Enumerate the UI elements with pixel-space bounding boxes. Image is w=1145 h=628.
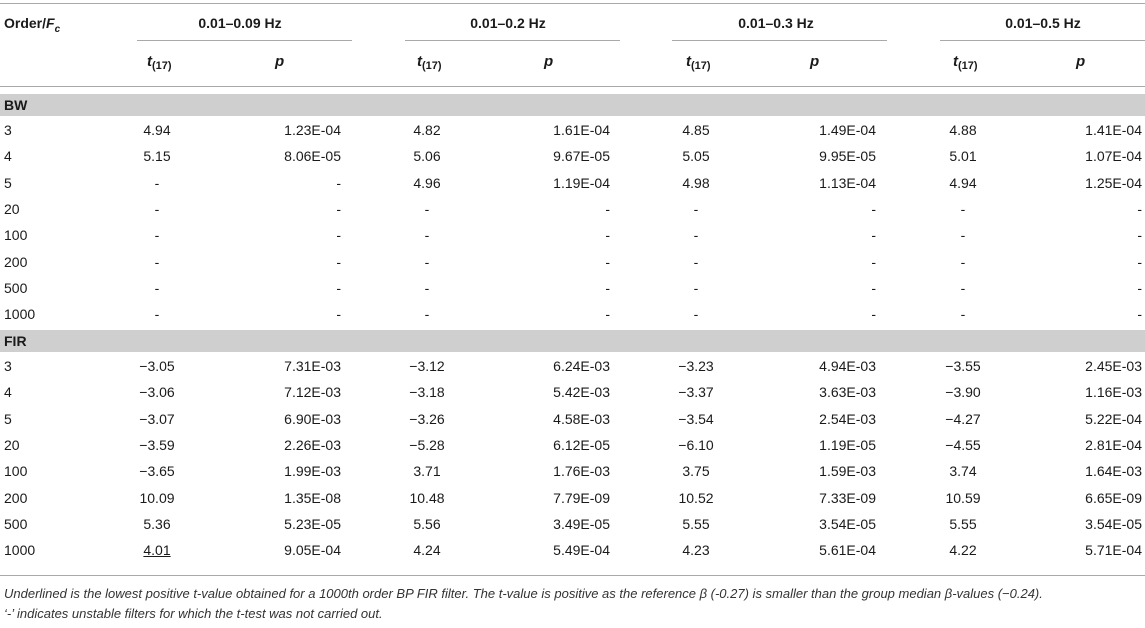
t-value-cell: 10.48 <box>409 489 445 506</box>
order-cell: 100 <box>4 227 28 244</box>
p-value-cell: - <box>871 279 876 296</box>
t-value-cell: −3.59 <box>139 436 175 453</box>
footnote-underline: Underlined is the lowest positive t-value obtained for a 1000th order BP FIR filter. The t-value is positive as the reference β (-0.27) is smaller than the group median β-values (−0.24). <box>4 586 1043 601</box>
p-value-cell: 1.35E-08 <box>284 489 341 506</box>
p-value-cell: 1.41E-04 <box>1085 122 1142 138</box>
p-value-cell: - <box>1137 253 1142 270</box>
p-value-cell: 3.63E-03 <box>819 384 876 401</box>
t-value-cell: −3.05 <box>139 358 175 374</box>
order-cell: 5 <box>4 410 12 427</box>
t-stat-header <box>953 52 978 73</box>
t-value-cell: - <box>960 279 966 296</box>
t-value-cell: 4.85 <box>682 122 710 138</box>
p-value-cell: 1.99E-03 <box>284 463 341 480</box>
order-cell: 20 <box>4 436 20 453</box>
p-value-cell: 1.59E-03 <box>819 463 876 480</box>
t-value-cell: - <box>693 200 699 217</box>
table-row <box>0 222 1145 248</box>
t-value-cell: - <box>960 306 966 323</box>
p-value-cell: - <box>336 174 341 191</box>
fc-label: F <box>46 15 55 31</box>
table-row <box>0 143 1145 169</box>
t-value-cell: 5.36 <box>143 515 171 532</box>
t-stat-header <box>147 52 172 73</box>
t-value-cell: −3.07 <box>139 410 175 427</box>
t-value-cell: - <box>424 306 430 323</box>
p-value-cell: 3.54E-05 <box>819 515 876 532</box>
p-label: p <box>275 53 285 70</box>
t-label: t <box>147 53 152 70</box>
p-value-cell: 6.65E-09 <box>1085 489 1142 506</box>
section-label: BW <box>4 97 28 113</box>
t-value-cell: - <box>154 253 160 270</box>
t-value-cell: 4.23 <box>682 542 710 559</box>
t-value-cell: 4.94 <box>949 174 977 191</box>
p-value-cell: 1.07E-04 <box>1085 148 1142 165</box>
t-value-cell: - <box>424 279 430 296</box>
p-value-cell: 7.79E-09 <box>553 489 610 506</box>
t-value-cell: - <box>960 227 966 244</box>
p-value-cell: 2.26E-03 <box>284 436 341 453</box>
t-label: t <box>953 53 958 70</box>
table-row <box>0 170 1145 196</box>
t-value-cell: −3.37 <box>678 384 714 401</box>
t-label: t <box>686 53 691 70</box>
p-value-cell: 9.95E-05 <box>819 148 876 165</box>
order-cell: 100 <box>4 463 28 480</box>
p-value-cell: 3.54E-05 <box>1085 515 1142 532</box>
p-value-cell: 9.67E-05 <box>553 148 610 165</box>
p-value-cell: 8.06E-05 <box>284 148 341 165</box>
band-rule-2 <box>405 40 620 41</box>
p-value-cell: - <box>1137 306 1142 323</box>
t-value-cell: −3.26 <box>409 410 445 427</box>
table-row <box>0 511 1145 537</box>
p-value-cell: - <box>336 306 341 323</box>
t-value-cell: −6.10 <box>678 436 714 453</box>
t-value-cell: - <box>154 174 160 191</box>
p-value-header <box>544 52 553 72</box>
t-label: t <box>417 53 422 70</box>
t-value-cell: −3.23 <box>678 358 714 374</box>
t-value-cell: 4.88 <box>949 122 977 138</box>
table-row <box>0 353 1145 379</box>
p-label: p <box>1076 53 1086 70</box>
p-value-cell: 7.12E-03 <box>284 384 341 401</box>
order-fc-header <box>4 13 60 40</box>
t-value-cell: −3.90 <box>945 384 981 401</box>
bottom-rule <box>0 575 1145 576</box>
t-value-cell: 5.55 <box>949 515 977 532</box>
table-row <box>0 301 1145 327</box>
p-value-cell: 1.61E-04 <box>553 122 610 138</box>
t-value-cell: −3.12 <box>409 358 445 374</box>
t-value-cell: 4.82 <box>413 122 441 138</box>
t-value-cell: 4.96 <box>413 174 441 191</box>
table-row <box>0 485 1145 511</box>
p-value-cell: - <box>1137 227 1142 244</box>
p-value-cell: - <box>336 227 341 244</box>
p-value-cell: - <box>871 253 876 270</box>
t-subscript: (17) <box>691 60 711 72</box>
table-row <box>0 458 1145 484</box>
table-row <box>0 196 1145 222</box>
order-cell: 1000 <box>4 542 36 559</box>
t-value-cell: −4.27 <box>945 410 981 427</box>
p-value-cell: 1.16E-03 <box>1085 384 1142 401</box>
header-rule <box>0 86 1145 87</box>
p-value-cell: - <box>605 306 610 323</box>
t-value-cell: 4.01 <box>143 542 171 559</box>
band-rule-1 <box>137 40 352 41</box>
t-value-cell: −3.54 <box>678 410 714 427</box>
t-subscript: (17) <box>958 60 978 72</box>
p-value-cell: 1.76E-03 <box>553 463 610 480</box>
band-header-1: 0.01–0.09 Hz <box>198 15 282 31</box>
t-value-cell: 4.24 <box>413 542 441 559</box>
t-value-cell: 3.75 <box>682 463 710 480</box>
section-band <box>0 330 1145 352</box>
t-value-cell: - <box>424 200 430 217</box>
t-value-cell: - <box>154 227 160 244</box>
p-label: p <box>810 53 820 70</box>
band-header-3: 0.01–0.3 Hz <box>738 15 814 31</box>
section-label: FIR <box>4 333 27 349</box>
p-value-cell: 2.54E-03 <box>819 410 876 427</box>
p-label: p <box>544 53 554 70</box>
p-value-cell: - <box>871 227 876 244</box>
order-cell: 200 <box>4 489 28 506</box>
top-rule <box>0 3 1145 4</box>
band-rule-3 <box>672 40 887 41</box>
table-row <box>0 379 1145 405</box>
order-cell: 500 <box>4 515 28 532</box>
p-value-cell: 5.71E-04 <box>1085 542 1142 559</box>
t-value-cell: - <box>693 253 699 270</box>
p-value-cell: 6.12E-05 <box>553 436 610 453</box>
p-value-cell: 9.05E-04 <box>284 542 341 559</box>
t-value-cell: 4.94 <box>143 122 171 138</box>
p-value-cell: 7.31E-03 <box>284 358 341 374</box>
p-value-cell: 5.49E-04 <box>553 542 610 559</box>
t-value-cell: - <box>424 227 430 244</box>
t-value-cell: −4.55 <box>945 436 981 453</box>
p-value-cell: - <box>336 200 341 217</box>
p-value-cell: 1.13E-04 <box>819 174 876 191</box>
section-band <box>0 94 1145 116</box>
t-subscript: (17) <box>422 60 442 72</box>
band-header-2: 0.01–0.2 Hz <box>470 15 546 31</box>
fc-subscript: c <box>54 23 61 35</box>
p-value-cell: 2.45E-03 <box>1085 358 1142 374</box>
t-value-cell: 3.74 <box>949 463 977 480</box>
table-row <box>0 275 1145 301</box>
t-value-cell: - <box>693 279 699 296</box>
band-rule-4 <box>940 40 1145 41</box>
t-value-cell: −3.65 <box>139 463 175 480</box>
order-cell: 500 <box>4 279 28 296</box>
t-value-cell: 10.52 <box>678 489 714 506</box>
t-stat-header <box>417 52 442 73</box>
t-subscript: (17) <box>152 60 172 72</box>
p-value-cell: - <box>336 253 341 270</box>
table-row <box>0 432 1145 458</box>
order-cell: 3 <box>4 122 12 138</box>
order-cell: 20 <box>4 200 20 217</box>
p-value-cell: 5.22E-04 <box>1085 410 1142 427</box>
p-value-cell: 5.23E-05 <box>284 515 341 532</box>
order-cell: 200 <box>4 253 28 270</box>
p-value-cell: 1.49E-04 <box>819 122 876 138</box>
p-value-cell: 4.58E-03 <box>553 410 610 427</box>
t-value-cell: - <box>424 253 430 270</box>
t-value-cell: - <box>960 253 966 270</box>
p-value-cell: - <box>871 200 876 217</box>
p-value-cell: - <box>336 279 341 296</box>
p-value-cell: - <box>605 227 610 244</box>
p-value-cell: - <box>1137 279 1142 296</box>
order-label: Order/ <box>4 15 47 31</box>
band-header-4: 0.01–0.5 Hz <box>1005 15 1081 31</box>
p-value-cell: 6.90E-03 <box>284 410 341 427</box>
order-cell: 4 <box>4 384 12 401</box>
t-value-cell: - <box>693 227 699 244</box>
p-value-cell: 1.64E-03 <box>1085 463 1142 480</box>
t-value-cell: - <box>154 306 160 323</box>
t-value-cell: - <box>154 200 160 217</box>
t-value-cell: 5.06 <box>413 148 441 165</box>
order-cell: 5 <box>4 174 12 191</box>
t-value-cell: - <box>154 279 160 296</box>
t-value-cell: 5.01 <box>949 148 977 165</box>
t-value-cell: 5.05 <box>682 148 710 165</box>
table-row <box>0 249 1145 275</box>
t-value-cell: 4.22 <box>949 542 977 559</box>
p-value-cell: 1.23E-04 <box>284 122 341 138</box>
t-value-cell: −5.28 <box>409 436 445 453</box>
p-value-cell: 4.94E-03 <box>819 358 876 374</box>
t-stat-header <box>686 52 711 73</box>
t-value-cell: 4.98 <box>682 174 710 191</box>
order-cell: 1000 <box>4 306 36 323</box>
footnote-dash: ‘-’ indicates unstable filters for which the t-test was not carried out. <box>4 606 383 621</box>
order-cell: 3 <box>4 358 12 374</box>
t-value-cell: 5.15 <box>143 148 171 165</box>
p-value-cell: - <box>605 279 610 296</box>
p-value-cell: 5.42E-03 <box>553 384 610 401</box>
p-value-cell: 2.81E-04 <box>1085 436 1142 453</box>
p-value-cell: 7.33E-09 <box>819 489 876 506</box>
p-value-cell: - <box>1137 200 1142 217</box>
table-row <box>0 537 1145 563</box>
p-value-cell: 1.19E-05 <box>819 436 876 453</box>
p-value-header <box>275 52 284 72</box>
p-value-cell: 6.24E-03 <box>553 358 610 374</box>
p-value-header <box>1076 52 1085 72</box>
t-value-cell: 10.09 <box>139 489 175 506</box>
p-value-cell: - <box>605 200 610 217</box>
table-row <box>0 117 1145 143</box>
p-value-cell: - <box>605 253 610 270</box>
p-value-cell: - <box>871 306 876 323</box>
p-value-cell: 5.61E-04 <box>819 542 876 559</box>
t-value-cell: - <box>960 200 966 217</box>
table-row <box>0 406 1145 432</box>
p-value-cell: 1.19E-04 <box>553 174 610 191</box>
t-value-cell: 10.59 <box>945 489 981 506</box>
p-value-cell: 3.49E-05 <box>553 515 610 532</box>
t-value-cell: 3.71 <box>413 463 441 480</box>
t-value-cell: 5.55 <box>682 515 710 532</box>
t-value-cell: 5.56 <box>413 515 441 532</box>
order-cell: 4 <box>4 148 12 165</box>
t-value-cell: −3.06 <box>139 384 175 401</box>
p-value-cell: 1.25E-04 <box>1085 174 1142 191</box>
t-value-cell: −3.18 <box>409 384 445 401</box>
t-value-cell: - <box>693 306 699 323</box>
p-value-header <box>810 52 819 72</box>
t-value-cell: −3.55 <box>945 358 981 374</box>
